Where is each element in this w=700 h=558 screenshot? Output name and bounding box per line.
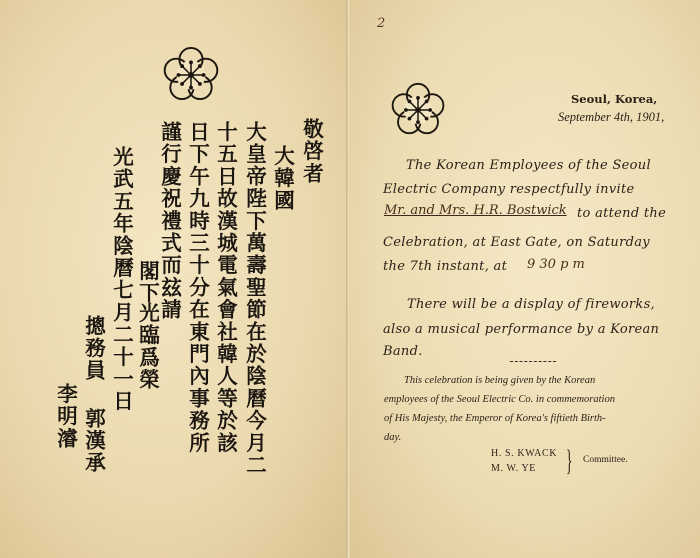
text-column-5: 日下午九時三十分在東門內事務所 [185,121,210,454]
section-divider [510,361,556,362]
invite-line-1: The Korean Employees of the Seoul [406,158,651,173]
text-column-2: 大韓國 [270,145,295,212]
note-line-2: employees of the Seoul Electric Co. in commemoration [384,394,615,405]
text-column-1: 敬啓者 [299,118,324,185]
place-heading: Seoul, Korea, [571,92,658,106]
date-heading: September 4th, 1901, [558,110,665,124]
display-line-1: There will be a display of fireworks, [407,297,655,312]
left-page [0,0,348,558]
text-column-3: 大皇帝陛下萬壽聖節在於陰曆今月二 [242,121,267,477]
text-column-4: 十五日故漢城電氣會社韓人等於該 [213,121,238,454]
invite-line-2: Electric Company respectfully invite [383,182,635,197]
plum-blossom-emblem-icon [390,82,446,138]
guest-names-handwritten: Mr. and Mrs. H.R. Bostwick [384,203,567,218]
text-column-8: 光臨爲榮 [135,302,160,391]
committee-label: Committee. [583,455,628,465]
page-mark: 2 [377,16,386,31]
note-line-4: day. [384,432,402,443]
text-column-7: 閣下 [135,260,160,305]
plum-blossom-emblem-icon [162,46,220,104]
committee-member-1: H. S. KWACK [491,448,558,459]
note-line-1: This celebration is being given by the Korean [404,375,596,386]
invite-line-5: the 7th instant, at [383,259,508,274]
text-column-6: 謹行慶祝禮式而玆請 [157,121,182,321]
committee-brace: } [565,444,573,477]
signature-column-1: 摠務員 郭漢承 [81,315,106,474]
committee-member-2: M. W. YE [491,463,536,474]
date-column: 光武五年陰曆七月二十一日 [109,146,134,413]
invite-line-4: Celebration, at East Gate, on Saturday [383,235,650,250]
display-line-2: also a musical performance by a Korean [383,322,660,337]
invite-line-3: to attend the [577,206,667,221]
signature-column-2: 李明濬 [53,383,78,450]
event-time-handwritten: 9 30 p m [527,257,585,272]
note-line-3: of His Majesty, the Emperor of Korea's fiftieth Birth- [384,413,606,424]
display-line-3: Band. [383,344,423,359]
